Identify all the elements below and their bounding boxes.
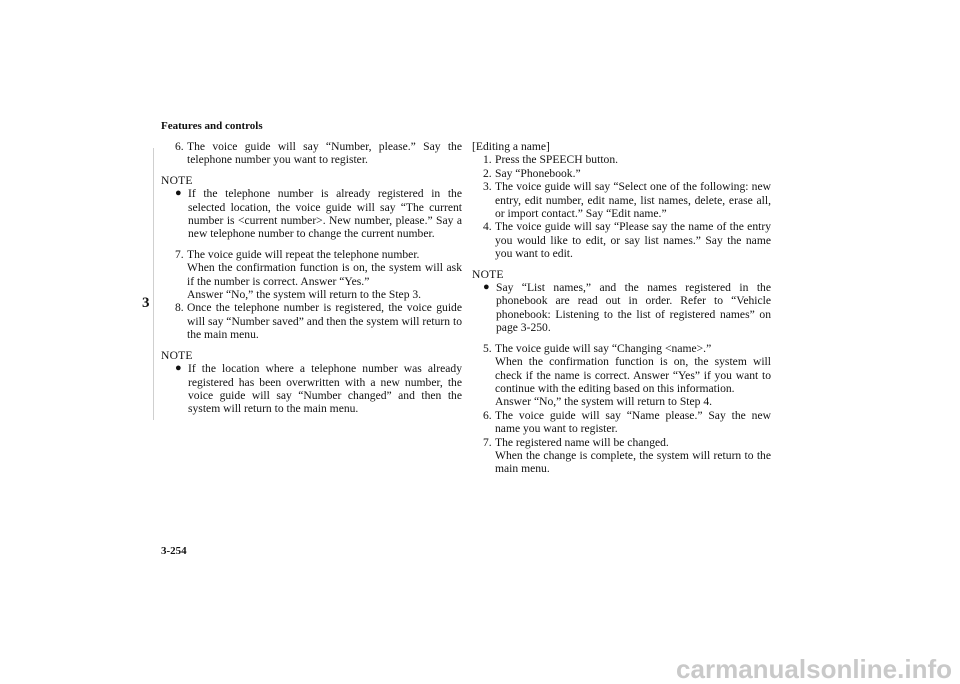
note-item xyxy=(175,187,462,241)
step-text: The voice guide will say “Select one of the following: new entry, edit number, edit name, list names, delete, erase all, or import contact.” Say “Edit name.” xyxy=(495,180,771,221)
step-text: The voice guide will say “Name please.” Say the new name you want to register. xyxy=(495,408,771,436)
note-text: If the location where a telephone number was already registered has been overwritten with a new number, the voice guide will say “Number changed” and then the system will return to the main menu. xyxy=(188,362,462,416)
step-text: When the confirmation function is on, the system will ask if the number is correct. Answer “Yes.” xyxy=(187,261,462,288)
note-label: NOTE xyxy=(161,348,193,362)
step-text: Say “Phonebook.” xyxy=(495,166,581,180)
note-block xyxy=(472,268,771,335)
right-column xyxy=(472,140,771,476)
note-item xyxy=(175,362,462,416)
note-text: Say “List names,” and the names registered in the phonebook are read out in order. Refer to “Vehicle phonebook: Listening to the list of registered names” on page 3-250. xyxy=(496,281,771,335)
step-8-left xyxy=(175,301,462,341)
step-3-right xyxy=(483,180,771,220)
section-header: Features and controls xyxy=(161,120,263,132)
step-number: 4. xyxy=(483,220,492,234)
step-number: 5. xyxy=(483,341,492,355)
page-number: 3-254 xyxy=(161,545,187,557)
bullet-icon: ● xyxy=(175,362,182,375)
chapter-tab xyxy=(129,148,154,420)
step-text: The registered name will be changed. xyxy=(495,435,669,449)
step-text: Answer “No,” the system will return to Step 4. xyxy=(495,395,713,409)
step-text: The voice guide will repeat the telephone number. xyxy=(187,247,420,261)
step-body xyxy=(187,248,462,302)
step-text: Press the SPEECH button. xyxy=(495,153,619,167)
step-1-right xyxy=(483,153,771,166)
step-body xyxy=(495,436,771,476)
step-6-right xyxy=(483,409,771,436)
step-text: The voice guide will say “Please say the name of the entry you would like to edit, or say list names.” Say the name you want to edit. xyxy=(495,220,771,261)
bullet-icon: ● xyxy=(483,281,490,294)
step-text: When the change is complete, the system will return to the main menu. xyxy=(495,448,771,476)
step-7-right xyxy=(483,436,771,476)
step-6-left xyxy=(175,140,462,167)
step-number: 7. xyxy=(175,247,184,261)
step-text: When the confirmation function is on, the system will check if the name is correct. Answer “Yes” if you want to continue with the editing based on this information. xyxy=(495,355,771,395)
watermark: carmanualsonline.info xyxy=(676,653,952,684)
step-number: 7. xyxy=(483,435,492,449)
step-number: 6. xyxy=(483,408,492,422)
step-text: Once the telephone number is registered, the voice guide will say “Number saved” and then the system will return to the main menu. xyxy=(187,301,462,342)
step-number: 2. xyxy=(483,166,492,180)
section-heading: [Editing a name] xyxy=(472,140,550,153)
chapter-number: 3 xyxy=(142,295,150,311)
step-5-right xyxy=(483,342,771,409)
bullet-icon: ● xyxy=(175,187,182,200)
step-number: 1. xyxy=(483,153,492,167)
note-block xyxy=(161,174,462,241)
step-text: The voice guide will say “Number, please.” Say the telephone number you want to register. xyxy=(187,140,462,167)
step-number: 8. xyxy=(175,301,184,315)
step-2-right xyxy=(483,167,771,180)
note-label: NOTE xyxy=(161,173,193,187)
step-4-right xyxy=(483,220,771,260)
step-number: 6. xyxy=(175,140,184,153)
step-number: 3. xyxy=(483,180,492,194)
step-text: Answer “No,” the system will return to the Step 3. xyxy=(187,288,422,302)
left-column xyxy=(161,140,462,416)
note-item xyxy=(483,281,771,335)
note-block xyxy=(161,349,462,416)
step-text: The voice guide will say “Changing <name>.” xyxy=(495,341,712,355)
note-label: NOTE xyxy=(472,267,504,281)
step-body xyxy=(495,342,771,409)
note-text: If the telephone number is already registered in the selected location, the voice guide will say “The current number is <current number>. New number, please.” Say a new telephone number to change the current number. xyxy=(188,187,462,241)
step-7-left xyxy=(175,248,462,302)
